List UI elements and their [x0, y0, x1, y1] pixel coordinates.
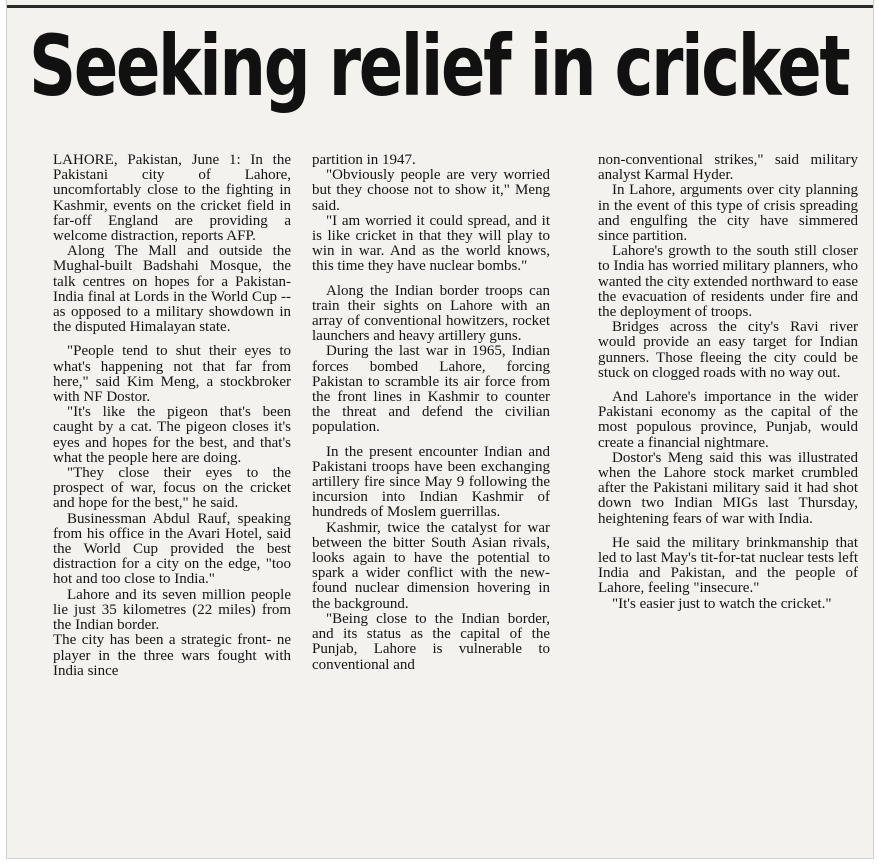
- paragraph: Businessman Abdul Rauf, speaking from his office in the Avari Hotel, said the World Cup provided the best distraction for a city on the edge, "too hot and too close to India.": [53, 510, 291, 588]
- paragraph: partition in 1947.: [312, 152, 416, 168]
- article-column-2: [312, 153, 550, 673]
- paragraph: "I am worried it could spread, and it is like cricket in that they will play to win in war. And as the world knows, this time they have nuclear bombs.": [312, 212, 550, 275]
- paragraph: Kashmir, twice the catalyst for war between the bitter South Asian rivals, looks again to have the potential to spark a wider conflict with the new-found nuclear dimension hovering in the background.: [312, 519, 550, 612]
- article-column-1: [53, 153, 291, 679]
- paragraph: LAHORE, Pakistan, June 1: In the Pakistani city of Lahore, uncomfortably close to the fighting in Kashmir, events on the cricket field in far-off England are providing a welcome distraction, reports AFP.: [53, 152, 291, 245]
- paragraph: Dostor's Meng said this was illustrated when the Lahore stock market crumbled after the Pakistani military said it had shot down two Indian MIGs last Thursday, heightening fears of war with India.: [598, 449, 858, 527]
- paragraph: Lahore's growth to the south still closer to India has worried military planners, who wanted the city extended northward to ease the evacuation of residents under fire and the deployment of troops.: [598, 243, 858, 321]
- article-column-3: [598, 153, 858, 612]
- paragraph: non-conventional strikes," said military analyst Karmal Hyder.: [598, 152, 858, 184]
- paragraph: Along The Mall and outside the Mughal-built Badshahi Mosque, the talk centres on hopes for a Pakistan-India final at Lords in the World Cup -- as opposed to a military showdown in the disputed Himalayan state.: [53, 243, 291, 336]
- paragraph: The city has been a strategic front- ne player in the three wars fought with India since: [53, 632, 291, 679]
- paragraph: "Obviously people are very worried but they choose not to show it," Meng said.: [312, 167, 550, 214]
- paragraph: "They close their eyes to the prospect of war, focus on the cricket and hope for the best," he said.: [53, 465, 291, 512]
- paragraph: During the last war in 1965, Indian forces bombed Lahore, forcing Pakistan to scramble its air force from the front lines in Kashmir to counter the threat and defend the civilian population.: [312, 343, 550, 436]
- newspaper-clipping: [6, 0, 874, 859]
- paragraph: And Lahore's importance in the wider Pakistani economy as the capital of the most populous province, Punjab, would create a financial nightmare.: [598, 389, 858, 451]
- paragraph: "Being close to the Indian border, and its status as the capital of the Punjab, Lahore is vulnerable to conventional and: [312, 610, 550, 673]
- paragraph: Bridges across the city's Ravi river would provide an easy target for Indian gunners. Those fleeing the city could be stuck on clogged roads with no way out.: [598, 319, 858, 381]
- paragraph: Lahore and its seven million people lie just 35 kilometres (22 miles) from the Indian border.: [53, 586, 291, 634]
- paragraph: "It's easier just to watch the cricket.": [612, 595, 832, 612]
- paragraph: In Lahore, arguments over city planning in the event of this type of crisis spreading and engulfing the city have simmered since partition.: [598, 182, 858, 245]
- paragraph: "It's like the pigeon that's been caught by a cat. The pigeon closes it's eyes and hopes for the best, and that's what the people here are doing.: [53, 404, 291, 466]
- paragraph: "People tend to shut their eyes to what's happening not that far from here," said Kim Meng, a stockbroker with NF Dostor.: [53, 343, 291, 406]
- headline: Seeking relief in cricket: [29, 17, 849, 115]
- paragraph: In the present encounter Indian and Pakistani troops have been exchanging artillery fire since May 9 following the incursion into Indian Kashmir of hundreds of Moslem guerrillas.: [312, 443, 550, 521]
- paragraph: He said the military brinkmanship that led to last May's tit-for-tat nuclear tests left India and Pakistan, and the people of Lahore, feeling "insecure.": [598, 534, 858, 597]
- paragraph: Along the Indian border troops can train their sights on Lahore with an array of conventional howitzers, rocket launchers and heavy artillery guns.: [312, 282, 550, 345]
